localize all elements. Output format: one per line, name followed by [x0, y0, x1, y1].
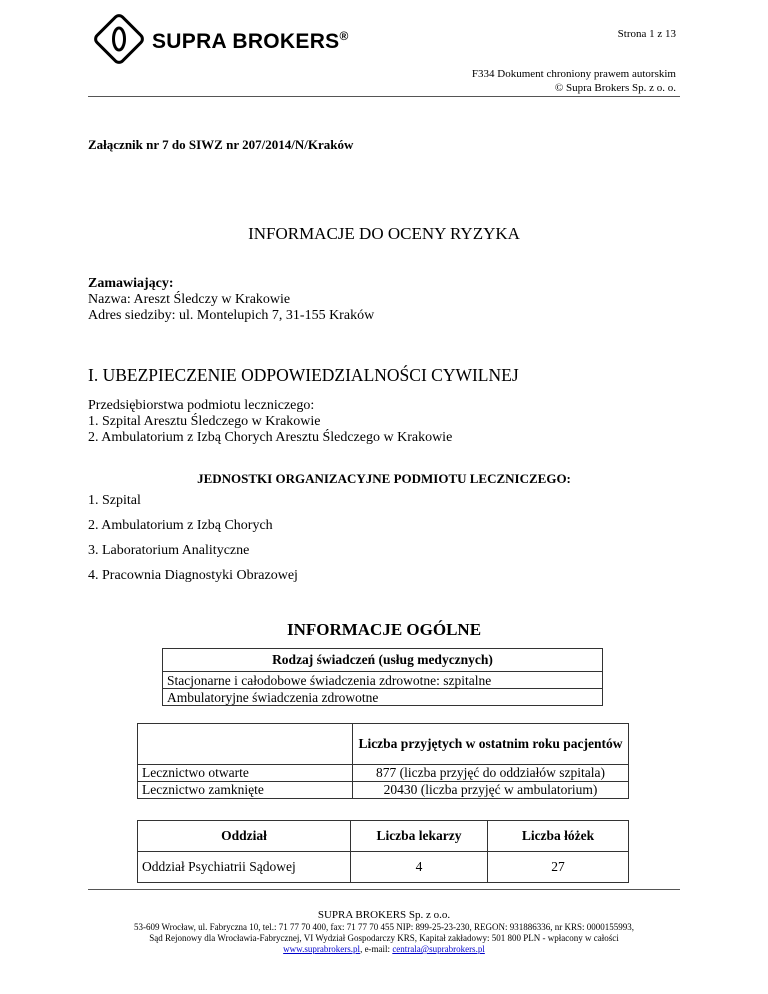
admission-value: 20430 (liczba przyjęć w ambulatorium): [353, 782, 629, 799]
registered-mark: ®: [339, 29, 349, 43]
unit-item: 4. Pracownia Diagnostyki Obrazowej: [88, 568, 298, 583]
copyright-line-1: F334 Dokument chroniony prawem autorskim: [471, 68, 676, 80]
client-address: Adres siedziby: ul. Montelupich 7, 31-155 Kraków: [88, 308, 375, 323]
admissions-table: [137, 723, 629, 799]
company-logo: [90, 10, 148, 73]
unit-item: 2. Ambulatorium z Izbą Chorych: [88, 518, 273, 533]
enterprises-block: [88, 398, 452, 446]
email-label: , e-mail:: [360, 944, 393, 954]
wards-table: [137, 820, 629, 883]
logo-emblem-icon: [90, 10, 148, 68]
ward-doctors: 4: [351, 852, 488, 883]
footer-address: 53-609 Wrocław, ul. Fabryczna 10, tel.: 71 77 70 400, fax: 71 77 70 455 NIP: 899-25-23-230, REGON: 931886336, nr KRS: 0000155993,: [133, 922, 635, 932]
service-cell: Ambulatoryjne świadczenia zdrowotne: [163, 689, 603, 706]
footer-company: SUPRA BROKERS Sp. z o.o.: [317, 909, 451, 921]
enterprises-intro: Przedsiębiorstwa podmiotu leczniczego:: [88, 398, 315, 413]
attachment-title: Załącznik nr 7 do SIWZ nr 207/2014/N/Kraków: [88, 137, 354, 152]
service-cell: Stacjonarne i całodobowe świadczenia zdrowotne: szpitalne: [163, 672, 603, 689]
client-name: Nazwa: Areszt Śledczy w Krakowie: [88, 292, 291, 307]
email-link[interactable]: centrala@suprabrokers.pl: [392, 944, 485, 954]
client-label: Zamawiający:: [88, 276, 174, 291]
document-title: INFORMACJE DO OCENY RYZYKA: [248, 224, 520, 243]
website-link[interactable]: www.suprabrokers.pl: [283, 944, 361, 954]
admissions-header: Liczba przyjętych w ostatnim roku pacjentów: [353, 724, 629, 765]
header-divider: [88, 96, 680, 97]
units-heading: JEDNOSTKI ORGANIZACYJNE PODMIOTU LECZNICZEGO:: [197, 471, 571, 486]
copyright-line-2: © Supra Brokers Sp. z o. o.: [554, 82, 676, 94]
footer: [0, 908, 768, 955]
enterprise-item: 2. Ambulatorium z Izbą Chorych Aresztu Śledczego w Krakowie: [88, 430, 453, 445]
footer-contact: [0, 944, 768, 955]
admission-type: Lecznictwo otwarte: [138, 765, 353, 782]
ward-beds: 27: [488, 852, 629, 883]
services-header: Rodzaj świadczeń (usług medycznych): [163, 649, 603, 672]
admissions-empty-header: [138, 724, 353, 765]
page-number: Strona 1 z 13: [617, 28, 676, 40]
unit-item: 3. Laboratorium Analityczne: [88, 543, 250, 558]
brand-name: SUPRA BROKERS®: [152, 29, 349, 53]
doctors-header: Liczba lekarzy: [351, 821, 488, 852]
general-info-heading: INFORMACJE OGÓLNE: [286, 620, 482, 639]
footer-divider: [88, 889, 680, 890]
client-block: [88, 276, 374, 324]
ward-name: Oddział Psychiatrii Sądowej: [138, 852, 351, 883]
ward-header: Oddział: [138, 821, 351, 852]
unit-item: 1. Szpital: [88, 493, 141, 508]
footer-court: Sąd Rejonowy dla Wrocławia-Fabrycznej, VI Wydział Gospodarczy KRS, Kapitał zakładowy: 501 800 PLN - wpłacony w całości: [149, 933, 619, 943]
copyright-note: [472, 67, 676, 95]
admission-value: 877 (liczba przyjęć do oddziałów szpitala): [353, 765, 629, 782]
admission-type: Lecznictwo zamknięte: [138, 782, 353, 799]
beds-header: Liczba łóżek: [488, 821, 629, 852]
section-heading: I. UBEZPIECZENIE ODPOWIEDZIALNOŚCI CYWILNEJ: [88, 365, 519, 385]
enterprise-item: 1. Szpital Aresztu Śledczego w Krakowie: [88, 414, 321, 429]
services-table: [162, 648, 603, 706]
